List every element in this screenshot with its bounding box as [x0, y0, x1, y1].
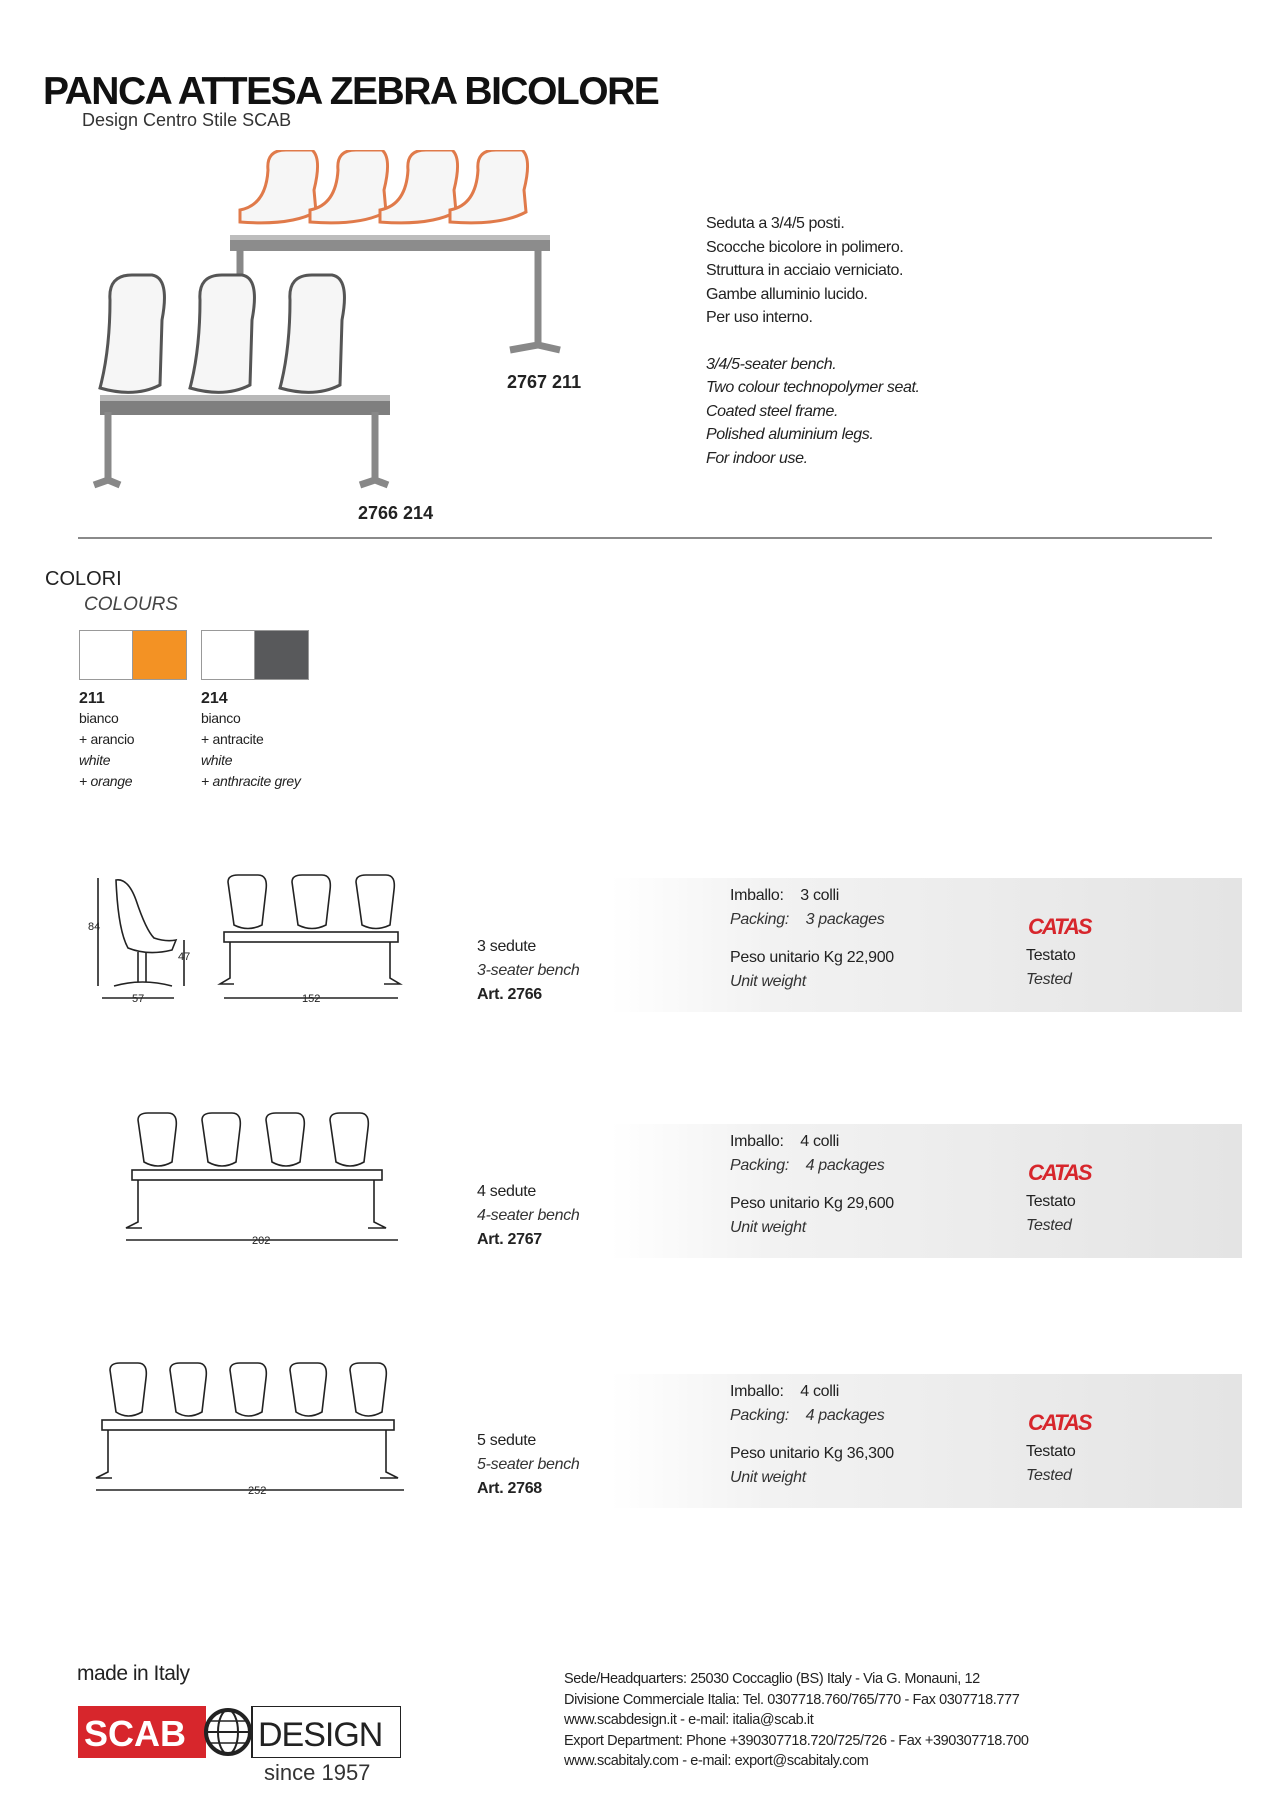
- colour-swatch-211: [79, 630, 187, 680]
- page-title: PANCA ATTESA ZEBRA BICOLORE: [43, 70, 659, 113]
- seats-it: 4 sedute: [477, 1183, 536, 1200]
- tested-en: Tested: [1026, 1467, 1072, 1484]
- colour-it-2: + antracite: [201, 731, 264, 747]
- colour-en-1: white: [201, 752, 233, 768]
- contact-line: Export Department: Phone +390307718.720/725/726 - Fax +390307718.700: [564, 1732, 1029, 1749]
- contact-line: Sede/Headquarters: 25030 Coccaglio (BS) Italy - Via G. Monauni, 12: [564, 1671, 980, 1687]
- technical-drawing-5-seat: [88, 1360, 418, 1500]
- colour-it-1: bianco: [201, 710, 241, 726]
- made-in-italy-label: made in Italy: [77, 1662, 190, 1685]
- desc-en-line: 3/4/5-seater bench.: [706, 355, 837, 373]
- section-divider: [78, 537, 1212, 539]
- product-image: [90, 150, 610, 520]
- desc-it-line: Seduta a 3/4/5 posti.: [706, 215, 845, 232]
- article-number: Art. 2767: [477, 1231, 542, 1248]
- product-code-3-seat: 2766 214: [358, 503, 434, 523]
- packing-value-en: 4 packages: [805, 1407, 885, 1424]
- weight-en: Unit weight: [730, 973, 806, 990]
- seats-en: 3-seater bench: [477, 962, 580, 979]
- info-panel-5-seat: [610, 1374, 1242, 1508]
- desc-en-line: Polished aluminium legs.: [706, 426, 874, 443]
- weight-it: Peso unitario Kg 29,600: [730, 1195, 894, 1212]
- technical-drawing-4-seat: [118, 1110, 408, 1250]
- dim-width: 152: [302, 993, 321, 1005]
- seats-it: 5 sedute: [477, 1432, 536, 1449]
- desc-it-line: Per uso interno.: [706, 309, 813, 326]
- colour-info-214: [201, 690, 301, 792]
- contact-line: Divisione Commerciale Italia: Tel. 0307718.760/765/770 - Fax 0307718.777: [564, 1691, 1020, 1708]
- since-1957-label: since 1957: [264, 1760, 371, 1785]
- packing-label-it: Imballo:: [730, 1383, 784, 1400]
- packing-label-en: Packing:: [730, 1407, 789, 1424]
- weight-it: Peso unitario Kg 36,300: [730, 1445, 894, 1462]
- dim-depth: 57: [132, 993, 145, 1005]
- weight-en: Unit weight: [730, 1219, 806, 1236]
- variant-label-5-seat: [477, 1429, 580, 1501]
- seats-it: 3 sedute: [477, 938, 536, 955]
- packing-label-it: Imballo:: [730, 1133, 784, 1150]
- swatch-white: [79, 630, 133, 680]
- tested-it: Testato: [1026, 1193, 1076, 1210]
- article-number: Art. 2766: [477, 986, 542, 1003]
- desc-it-line: Struttura in acciaio verniciato.: [706, 262, 904, 279]
- tested-it: Testato: [1026, 1443, 1076, 1460]
- tested-en: Tested: [1026, 971, 1072, 988]
- tested-it: Testato: [1026, 947, 1076, 964]
- packing-label-it: Imballo:: [730, 887, 784, 904]
- contact-line: www.scabdesign.it - e-mail: italia@scab.it: [564, 1712, 814, 1728]
- packing-value-en: 3 packages: [805, 911, 885, 928]
- colour-en-2: + orange: [79, 773, 133, 789]
- packing-value-it: 3 colli: [800, 887, 840, 904]
- weight-en: Unit weight: [730, 1469, 806, 1486]
- packing-value-it: 4 colli: [800, 1133, 840, 1150]
- colours-subtitle: COLOURS: [84, 594, 178, 615]
- page-subtitle: Design Centro Stile SCAB: [82, 110, 292, 130]
- scab-design-logo: [78, 1706, 401, 1758]
- logo-scab-text: SCAB: [84, 1713, 187, 1754]
- seats-en: 4-seater bench: [477, 1207, 580, 1224]
- dim-width: 202: [252, 1235, 271, 1247]
- product-code-4-seat: 2767 211: [507, 372, 582, 392]
- desc-it-line: Scocche bicolore in polimero.: [706, 238, 904, 256]
- logo-design-text: DESIGN: [258, 1716, 383, 1754]
- desc-en-line: For indoor use.: [706, 449, 808, 467]
- packing-value-en: 4 packages: [805, 1157, 885, 1174]
- bench-3-seat-illustration: [94, 275, 390, 485]
- product-description: [706, 212, 920, 470]
- info-panel-3-seat: [610, 878, 1242, 1012]
- catas-logo: CATAS: [1028, 1160, 1091, 1185]
- variant-label-3-seat: [477, 935, 580, 1007]
- variant-label-4-seat: [477, 1180, 580, 1252]
- packing-value-it: 4 colli: [800, 1383, 840, 1400]
- weight-it: Peso unitario Kg 22,900: [730, 949, 894, 966]
- colour-en-1: white: [79, 752, 111, 768]
- colour-code: 211: [79, 690, 105, 707]
- tested-en: Tested: [1026, 1217, 1072, 1234]
- desc-en-line: Two colour technopolymer seat.: [706, 379, 920, 396]
- swatch-white: [201, 630, 255, 680]
- desc-en-line: Coated steel frame.: [706, 402, 839, 420]
- contact-info: [564, 1669, 1029, 1772]
- colour-info-211: [79, 690, 134, 792]
- colour-swatch-214: [201, 630, 309, 680]
- colour-it-2: + arancio: [79, 731, 135, 747]
- desc-it-line: Gambe alluminio lucido.: [706, 285, 868, 303]
- info-panel-4-seat: [610, 1124, 1242, 1258]
- dim-width: 252: [248, 1485, 267, 1497]
- swatch-anthracite: [255, 630, 309, 680]
- packing-label-en: Packing:: [730, 1157, 789, 1174]
- bench-4-seat-illustration: [210, 150, 560, 350]
- colour-it-1: bianco: [79, 710, 119, 726]
- contact-line: www.scabitaly.com - e-mail: export@scabitaly.com: [564, 1753, 869, 1769]
- dim-seat-height: 47: [178, 951, 191, 963]
- dim-height: 84: [88, 921, 101, 933]
- catas-logo: CATAS: [1028, 1410, 1091, 1435]
- article-number: Art. 2768: [477, 1480, 542, 1497]
- colour-code: 214: [201, 690, 228, 707]
- colours-title: COLORI: [45, 568, 122, 590]
- packing-label-en: Packing:: [730, 911, 789, 928]
- catas-logo: CATAS: [1028, 914, 1091, 939]
- swatch-orange: [133, 630, 187, 680]
- colour-en-2: + anthracite grey: [201, 773, 301, 789]
- seats-en: 5-seater bench: [477, 1456, 580, 1473]
- technical-drawing-3-seat: [88, 870, 408, 1010]
